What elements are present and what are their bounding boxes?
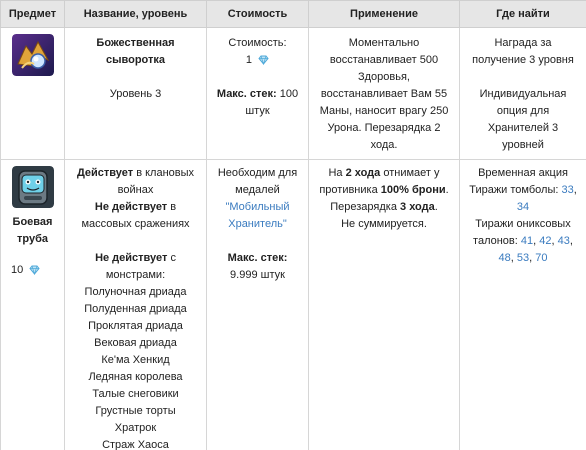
- list-item: Грустные торты: [95, 405, 176, 417]
- where-event: Временная акция: [478, 167, 568, 179]
- max-stack-label: Макс. стек:: [227, 252, 288, 264]
- table-row: [1, 28, 586, 160]
- usage-duration: 2 хода: [345, 167, 381, 179]
- gem-icon: [258, 55, 269, 65]
- usage-line-2: [315, 199, 453, 216]
- usage-armor: 100% брони: [380, 184, 446, 196]
- item-count-line: [7, 262, 58, 279]
- header-item: Предмет: [1, 1, 65, 28]
- list-item: Страж Хаоса: [102, 439, 169, 450]
- where-cell: [460, 160, 586, 450]
- where-option: Индивидуальная опция для Хранителей 3 уровней: [479, 88, 567, 151]
- item-cell: [1, 160, 65, 450]
- max-stack-value: 9.999 штук: [230, 269, 285, 281]
- item-title: Божественная сыворотка: [96, 37, 175, 66]
- header-name-level: Название, уровень: [65, 1, 207, 28]
- battle-tube-icon[interactable]: [12, 166, 54, 208]
- usage-cell: Моментально восстанавливает 500 Здоровья, восстанавливает Вам 55 Маны, наносит врагу 250 Урона. Перезарядка 2 хода.: [309, 28, 460, 160]
- usage-cooldown: 3 хода: [400, 201, 435, 213]
- onyx-link[interactable]: 42: [539, 235, 552, 247]
- header-usage: Применение: [309, 1, 460, 28]
- max-stack-label: Макс. стек:: [216, 88, 277, 100]
- where-lottery-label: Тиражи томболы:: [469, 184, 559, 196]
- usage-cell: [309, 160, 460, 450]
- not-works-monsters-text: с монстрами:: [105, 252, 176, 281]
- onyx-link[interactable]: 43: [557, 235, 570, 247]
- usage-text: отнимает у противника: [319, 167, 440, 196]
- not-works-monsters-label: Не действует: [95, 252, 168, 264]
- not-works-line: [71, 199, 200, 233]
- cost-value-line: [213, 52, 302, 69]
- header-where: Где найти: [460, 1, 586, 28]
- usage-text: .: [445, 184, 449, 196]
- cost-label: Стоимость:: [228, 37, 287, 49]
- name-level-cell: [65, 160, 207, 450]
- item-name: Боевая труба: [12, 216, 53, 245]
- medal-link[interactable]: "Мобильный Хранитель": [225, 201, 290, 230]
- where-cell: [460, 28, 586, 160]
- where-onyx-line: Тиражи ониксовых талонов: 41, 42, 43, 48, 53, 70: [473, 218, 573, 264]
- list-item: Ледяная королева: [88, 371, 183, 383]
- usage-text: На: [328, 167, 343, 179]
- not-works-label: Не действует: [94, 201, 168, 213]
- header-cost: Стоимость: [207, 1, 309, 28]
- dragon-serum-icon[interactable]: [12, 34, 54, 76]
- works-label: Действует: [76, 167, 134, 179]
- list-item: Вековая дриада: [94, 337, 177, 349]
- gem-icon: [29, 265, 40, 275]
- not-works-text: в массовых сражениях: [81, 201, 190, 230]
- where-onyx-label: Тиражи ониксовых талонов:: [473, 218, 571, 247]
- cost-cell: [207, 28, 309, 160]
- usage-line-1: [315, 165, 453, 199]
- item-level: Уровень 3: [109, 88, 162, 100]
- usage-text: Перезарядка: [330, 201, 397, 213]
- onyx-link[interactable]: 48: [498, 252, 511, 264]
- lottery-link[interactable]: 34: [516, 201, 530, 213]
- onyx-link[interactable]: 41: [520, 235, 534, 247]
- list-item: Ке'ма Хенкид: [101, 354, 170, 366]
- max-stack-value: 100 штук: [245, 88, 299, 117]
- works-text: в клановых войнах: [117, 167, 195, 196]
- item-cell: [1, 28, 65, 160]
- usage-text: .: [434, 201, 438, 213]
- lottery-link[interactable]: 33: [561, 184, 574, 196]
- usage-line-3: Не суммируется.: [341, 218, 427, 230]
- where-reward: Награда за получение 3 уровня: [472, 37, 574, 66]
- header-row: [1, 1, 586, 28]
- list-item: Полуночная дриада: [84, 286, 187, 298]
- onyx-link[interactable]: 70: [535, 252, 548, 264]
- max-stack-line: [213, 250, 302, 284]
- name-level-cell: [65, 28, 207, 160]
- monster-list: [71, 284, 200, 450]
- item-count: 10: [11, 264, 24, 276]
- list-item: Проклятая дриада: [88, 320, 183, 332]
- table-row: [1, 160, 586, 450]
- cost-cell: [207, 160, 309, 450]
- max-stack-line: [213, 86, 302, 120]
- where-lottery-line: Тиражи томболы: 33, 34: [469, 184, 577, 213]
- cost-value: 1: [245, 54, 253, 66]
- works-line: [71, 165, 200, 199]
- list-item: Хратрок: [114, 422, 157, 434]
- list-item: Талые снеговики: [92, 388, 179, 400]
- list-item: Полуденная дриада: [84, 303, 187, 315]
- onyx-link[interactable]: 53: [516, 252, 530, 264]
- not-works-monsters-line: [71, 250, 200, 284]
- cost-text: Необходим для медалей: [217, 167, 298, 196]
